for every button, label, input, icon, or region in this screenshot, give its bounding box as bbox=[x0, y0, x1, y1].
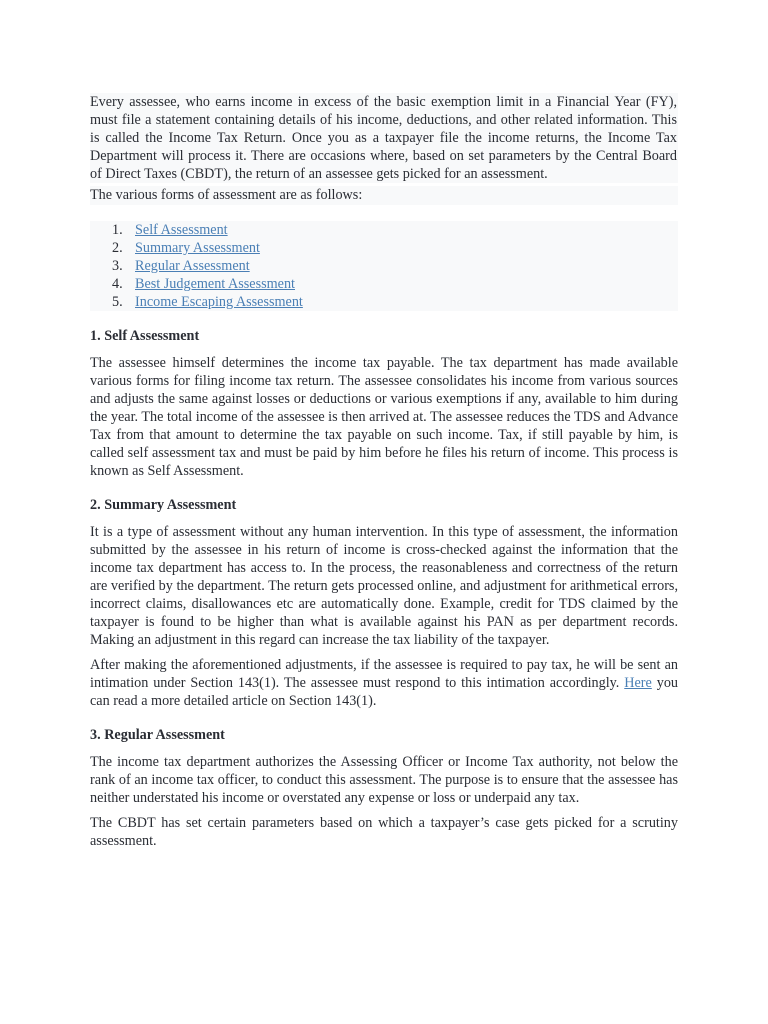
forms-intro: The various forms of assessment are as follows: bbox=[90, 186, 678, 205]
link-regular-assessment[interactable]: Regular Assessment bbox=[135, 258, 250, 274]
summary-assessment-body-2 bbox=[90, 656, 678, 710]
regular-assessment-body: The income tax department authorizes the Assessing Officer or Income Tax authority, not below the rank of an income tax officer, to conduct this assessment. The purpose is to ensure that the assessee has neither understated his income or overstated any expense or loss or underpaid any tax. bbox=[90, 754, 678, 806]
article-text: you can read a more detailed article on Section 143(1). bbox=[90, 675, 678, 709]
here-link[interactable]: Here bbox=[624, 675, 652, 691]
list-number: 2. bbox=[112, 240, 123, 256]
list-number: 5. bbox=[112, 294, 123, 310]
document-content bbox=[90, 93, 678, 850]
list-item bbox=[90, 275, 678, 293]
link-summary-assessment[interactable]: Summary Assessment bbox=[135, 240, 260, 256]
assessment-types-list bbox=[90, 221, 678, 311]
link-income-escaping-assessment[interactable]: Income Escaping Assessment bbox=[135, 294, 303, 310]
list-number: 1. bbox=[112, 222, 123, 238]
list-item bbox=[90, 239, 678, 257]
self-assessment-body: The assessee himself determines the income tax payable. The tax department has made available various forms for filing income tax return. The assessee consolidates his income from various sources and adjusts the same against losses or deductions or various exemptions if any, available to him during the year. The total income of the assessee is then arrived at. The assessee reduces the TDS and Advance Tax from that amount to determine the tax payable on such income. Tax, if still payable by him, is called self assessment tax and must be paid by him before he files his return of income. This process is known as Self Assessment. bbox=[90, 355, 678, 479]
intro-paragraph: Every assessee, who earns income in excess of the basic exemption limit in a Financial Year (FY), must file a statement containing details of his income, deductions, and other related information. This is called the Income Tax Return. Once you as a taxpayer file the income returns, the Income Tax Department will process it. There are occasions where, based on set parameters by the Central Board of Direct Taxes (CBDT), the return of an assessee gets picked for an assessment. bbox=[90, 94, 677, 182]
list-number: 4. bbox=[112, 276, 123, 292]
list-item bbox=[90, 293, 678, 311]
intimation-text: After making the aforementioned adjustments, if the assessee is required to pay tax, he will be sent an intimation under Section 143(1). The assessee must respond to this intimation accordingly. bbox=[90, 657, 678, 691]
link-self-assessment[interactable]: Self Assessment bbox=[135, 222, 228, 238]
heading-summary-assessment: 2. Summary Assessment bbox=[90, 497, 237, 513]
regular-assessment-body-2: The CBDT has set certain parameters based on which a taxpayer’s case gets picked for a scrutiny assessment. bbox=[90, 815, 678, 849]
link-best-judgement-assessment[interactable]: Best Judgement Assessment bbox=[135, 276, 295, 292]
list-item bbox=[90, 257, 678, 275]
heading-regular-assessment: 3. Regular Assessment bbox=[90, 727, 225, 743]
list-number: 3. bbox=[112, 258, 123, 274]
summary-assessment-body: It is a type of assessment without any human intervention. In this type of assessment, the information submitted by the assessee in his return of income is cross-checked against the information that the income tax department has access to. In the process, the reasonableness and correctness of the return are verified by the department. The return gets processed online, and adjustment for arithmetical errors, incorrect claims, disallowances etc are automatically done. Example, credit for TDS claimed by the taxpayer is found to be higher than what is available against his PAN as per department records. Making an adjustment in this regard can increase the tax liability of the taxpayer. bbox=[90, 524, 678, 648]
heading-self-assessment: 1. Self Assessment bbox=[90, 328, 200, 344]
list-item bbox=[90, 221, 678, 239]
